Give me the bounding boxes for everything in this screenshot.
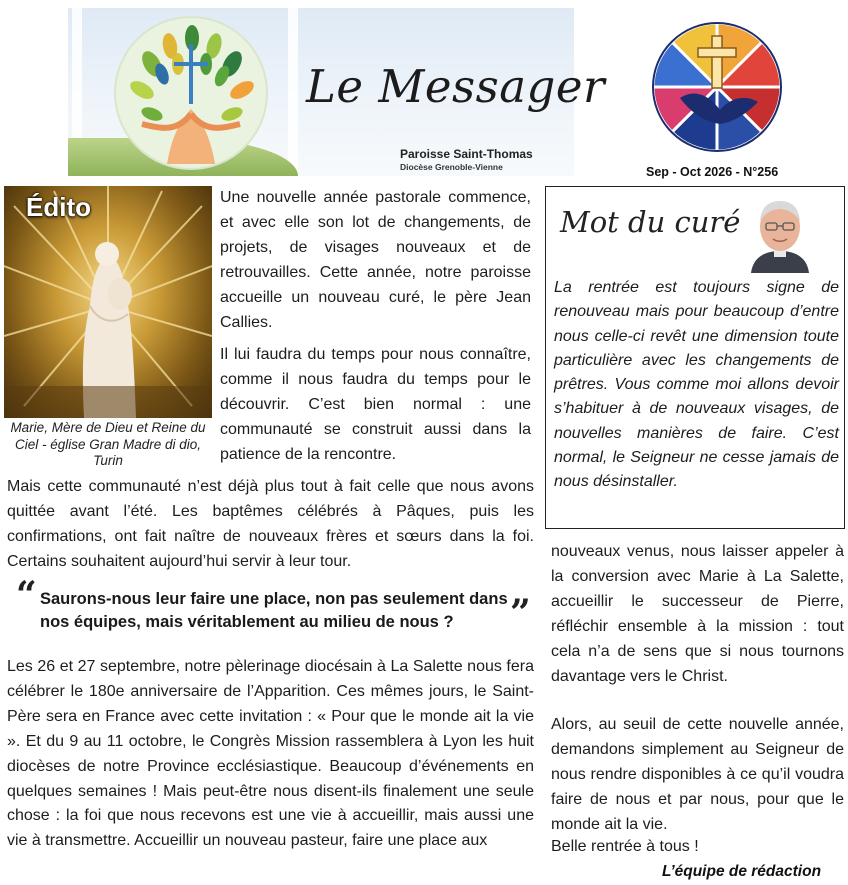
parish-name: Paroisse Saint-Thomas bbox=[400, 147, 533, 161]
edito-paragraph: Les 26 et 27 septembre, notre pèlerinage diocésain à La Salette nous fera célébrer le 180e anniversaire de l’Apparition. Ces mêmes jours, le Saint-Père sera en France avec cette invitation : « Pour que le monde ait la vie ». Et du 9 au 11 octobre, le Congrès Mission rassemblera à Lyon les huit diocèses de notre Province ecclésiastique. Beaucoup d’événements en quelques semaines ! Mais peut-être nous disent-ils finalement une seule chose : la foi que nous recevons est une vie à accueillir, mais aussi une vie à transmettre. Accueillir un nouveau pasteur, faire une place aux bbox=[7, 658, 534, 850]
quote-close-mark: ” bbox=[510, 592, 531, 634]
pull-quote: Saurons-nous leur faire une place, non pas seulement dans nos équipes, mais véritablement au milieu de nous ? bbox=[40, 590, 508, 631]
priest-portrait-icon bbox=[747, 193, 813, 273]
edito-label: Édito bbox=[26, 192, 91, 222]
right-column-paragraph: Alors, au seuil de cette nouvelle année, demandons simplement au Seigneur de nous rendre disponibles à ce qu’il voudra faire de nous et par nous, pour que le monde ait la vie. bbox=[551, 716, 844, 833]
mot-du-cure-title: Mot du curé bbox=[560, 205, 741, 239]
tree-logo-icon bbox=[112, 14, 270, 172]
issue-info: Sep - Oct 2026 - N°256 bbox=[646, 165, 779, 179]
masthead-title: Le Messager bbox=[306, 60, 605, 113]
quote-open-mark: “ bbox=[16, 574, 37, 616]
signature: L’équipe de rédaction bbox=[662, 863, 822, 880]
diocese-name: Diocèse Grenoble-Vienne bbox=[400, 162, 503, 172]
right-column-paragraph: nouveaux venus, nous laisser appeler à la conversion avec Marie à La Salette, accueillir le successeur de Pierre, réfléchir ensemble à la mission : tout cela n’a de sens que si nous tournons davantage vers le Christ. bbox=[551, 543, 844, 685]
mot-du-cure-text: La rentrée est toujours signe de renouveau mais pour beaucoup d’entre nous celle-ci revêt une dimension toute particulière avec les changements de prêtres. Vous comme moi allons devoir s’habituer à de nouveaux visages, de nouvelles manières de faire. C’est normal, le Seigneur ne cesse jamais de nous désinstaller. bbox=[554, 279, 839, 491]
photo-caption: Marie, Mère de Dieu et Reine du Ciel - église Gran Madre di dio, Turin bbox=[10, 420, 206, 468]
stained-glass-logo-icon bbox=[650, 18, 784, 156]
edito-paragraph: Une nouvelle année pastorale commence, et avec elle son lot de changements, de projets, de visages nouveaux et de retrouvailles. Cette année, notre paroisse accueille un nouveau curé, le père Jean Callies. bbox=[220, 189, 531, 331]
edito-paragraph: Il lui faudra du temps pour nous connaître, comme il nous faudra du temps pour le découvrir. C’est bien normal : une communauté se construit aussi dans la patience de la rencontre. bbox=[220, 346, 531, 463]
edito-paragraph: Mais cette communauté n’est déjà plus tout à fait celle que nous avons quittée avant l’été. Les baptêmes célébrés à Pâques, puis les confirmations, ont fait naître de nouveaux frères et sœurs dans la foi. Certains souhaitent aujourd’hui servir à leur tour. bbox=[7, 478, 534, 570]
closing-line: Belle rentrée à tous ! bbox=[551, 838, 699, 855]
banner-stripe bbox=[288, 8, 298, 176]
